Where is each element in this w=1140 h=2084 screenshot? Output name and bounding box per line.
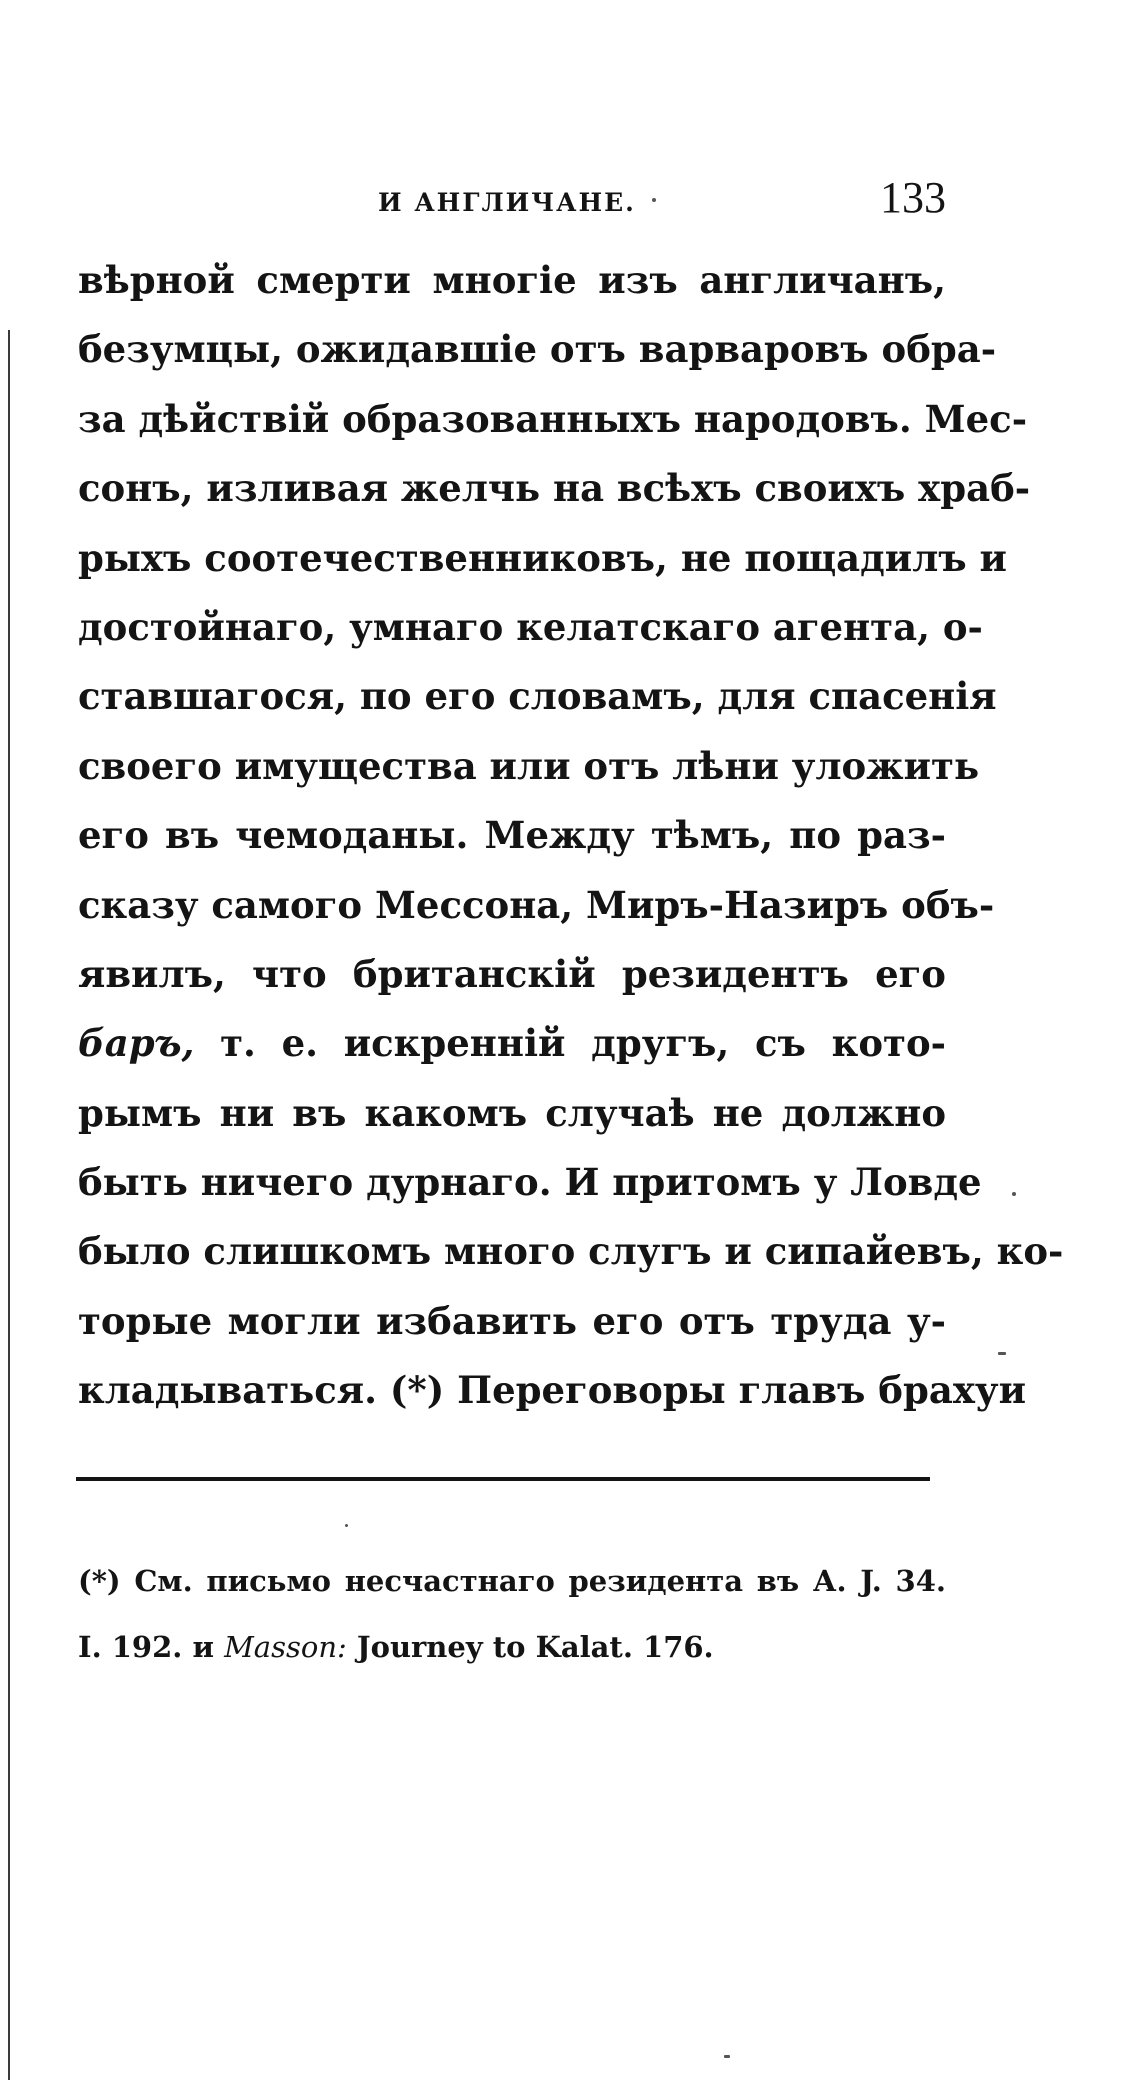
text-line: было слишкомъ много слугъ и сипайевъ, ко- <box>78 1229 1064 1274</box>
text-line: своего имущества или отъ лѣни уложить <box>78 743 980 788</box>
text-line: ставшагося, по его словамъ, для спасенія <box>78 674 997 719</box>
footnote-ref-end: Journey to Kalat. 176. <box>356 1630 714 1664</box>
text-line-rest: т. е. искренній другъ, съ кото- <box>220 1021 946 1066</box>
italic-word: баръ, <box>78 1021 195 1066</box>
body-text <box>78 246 1064 1426</box>
text-line: торые могли избавить его отъ труда у- <box>78 1298 946 1343</box>
text-line: безумцы, ожидавшіе отъ варваровъ обра- <box>78 327 997 372</box>
footnote <box>78 1548 946 1680</box>
text-line: его въ чемоданы. Между тѣмъ, по раз- <box>78 813 946 858</box>
text-line: быть ничего дурнаго. И притомъ у Ловде <box>78 1160 982 1205</box>
text-line: вѣрной смерти многіе изъ англичанъ, <box>78 258 946 302</box>
text-line: кладываться. (*) Переговоры главъ брахуи <box>78 1368 1027 1413</box>
page-header <box>78 168 946 238</box>
print-speck <box>724 2055 730 2058</box>
footnote-divider <box>76 1477 930 1481</box>
text-line: явилъ, что британскій резидентъ его <box>78 951 946 996</box>
footnote-line: (*) См. письмо несчастнаго резидента въ А. J. 34. <box>78 1564 946 1598</box>
text-line-with-italic <box>78 1009 946 1078</box>
print-speck <box>345 1524 348 1527</box>
text-line: сонъ, изливая желчь на всѣхъ своихъ храб- <box>78 466 1031 511</box>
print-speck <box>652 198 656 202</box>
text-line: за дѣйствій образованныхъ народовъ. Мес- <box>78 396 1028 441</box>
text-line: рыхъ соотечественниковъ, не пощадилъ и <box>78 535 1007 580</box>
text-line: сказу самого Мессона, Миръ-Назиръ объ- <box>78 882 995 927</box>
print-speck <box>998 1352 1006 1355</box>
text-line: достойнаго, умнаго келатскаго агента, о- <box>78 604 983 649</box>
running-title: И АНГЛИЧАНЕ. <box>378 188 636 217</box>
page-edge-rule <box>8 330 10 2080</box>
text-line: рымъ ни въ какомъ случаѣ не должно <box>78 1090 946 1135</box>
footnote-line <box>78 1614 946 1680</box>
print-speck <box>1012 1192 1016 1196</box>
footnote-ref-start: I. 192. и <box>78 1630 214 1664</box>
page-number: 133 <box>880 173 946 222</box>
footnote-author: Masson: <box>224 1630 347 1664</box>
